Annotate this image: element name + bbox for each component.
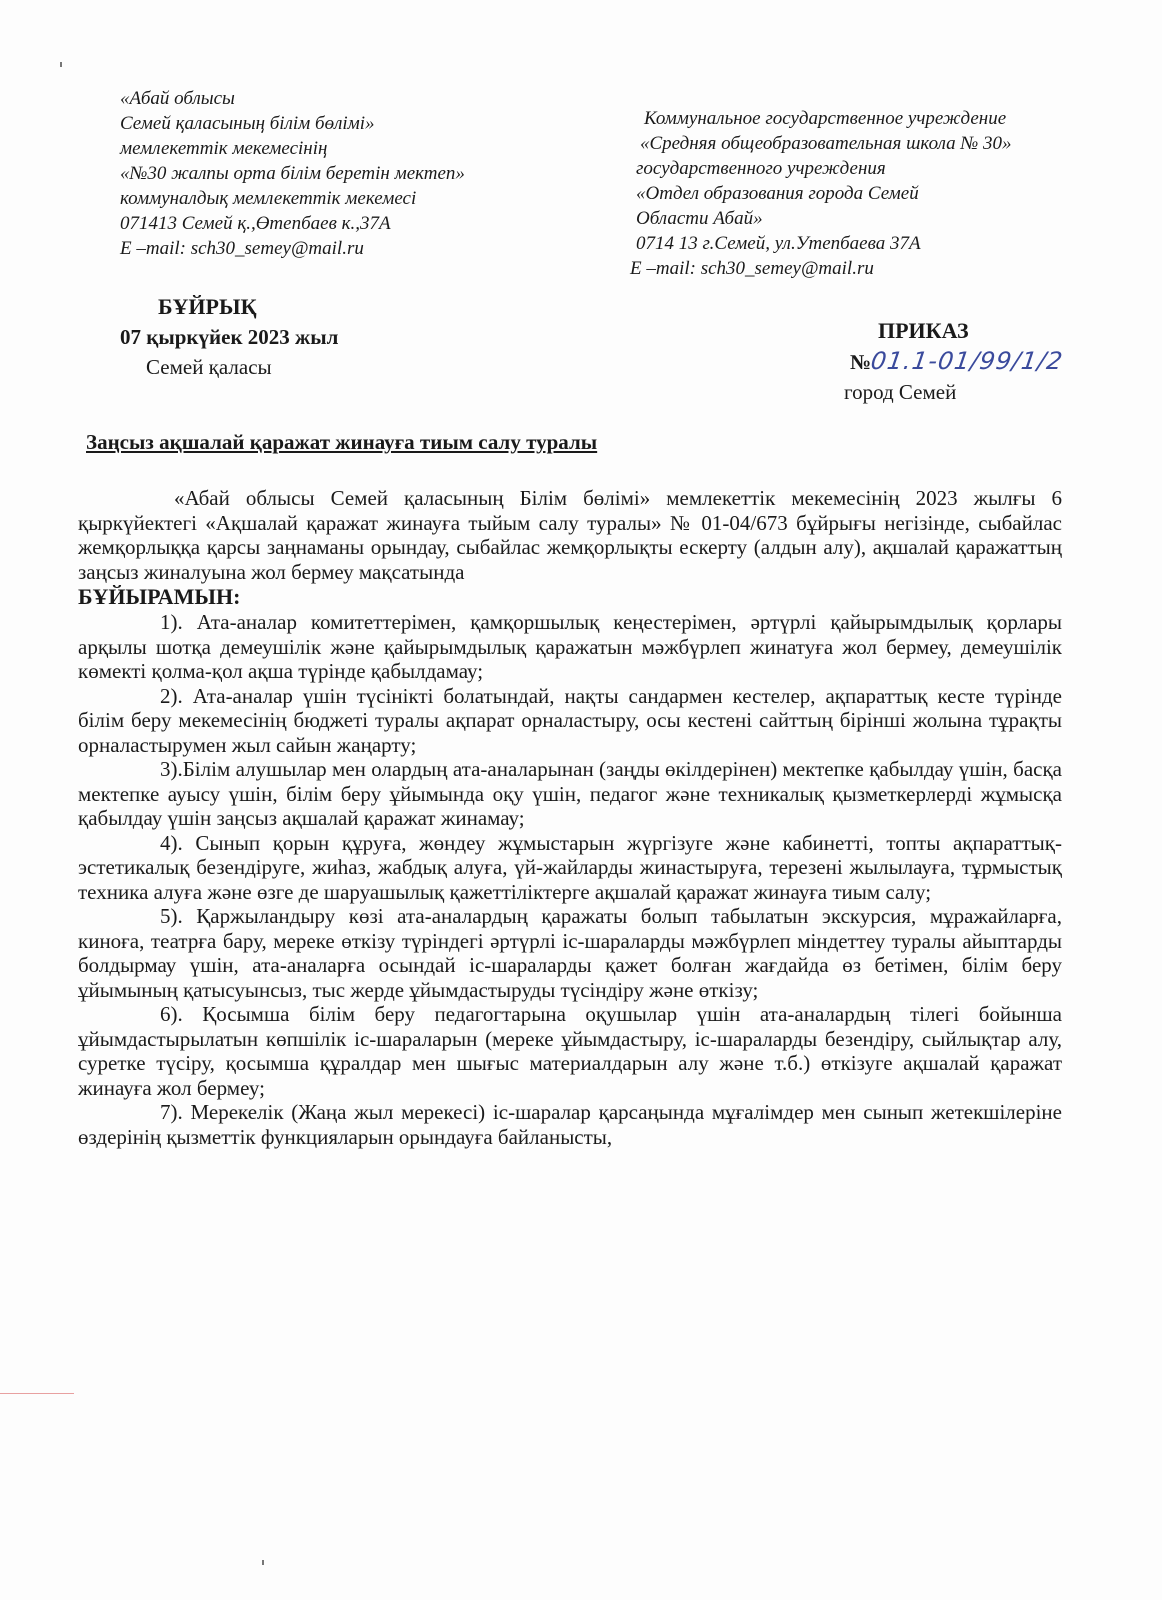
preamble-paragraph: «Абай облысы Семей қаласының Білім бөлімі» мемлекеттік мекемесінің 2023 жылғы 6 қыркүйектегі «Ақшалай қаражат жинауға тыйым салу туралы» № 01-04/673 бұйрығы негізінде, сыбайлас жемқорлыққа қарсы заңнаманы орындау, сыбайлас жемқорлықты ескерту (алдын алу), ақшалай қаражаттың заңсыз жиналуына жол бермеу мақсатында (78, 486, 1062, 584)
command-heading: БҰЙЫРАМЫН: (78, 584, 241, 609)
order-block-kazakh (120, 292, 420, 382)
list-item: 1). Ата-аналар комитеттерімен, қамқоршылық кеңестерімен, әртүрлі қайырымдылық қорлары арқылы шотқа демеушілік және қайырымдылық қаражатын мәжбүрлеп жинатуға жол бермеу, демеушілік көмекті қолма-қол ақша түрінде қабылдамау; (78, 610, 1062, 683)
header-line: «Средняя общеобразовательная школа № 30» (640, 133, 1012, 154)
order-number (850, 346, 1100, 377)
order-title: ПРИКАЗ (878, 318, 969, 343)
header-line: государственного учреждения (636, 158, 886, 179)
header-line: Семей қаласының білім бөлімі» (120, 113, 375, 134)
scan-mark (0, 1393, 74, 1394)
header-russian (630, 106, 1110, 281)
header-line: мемлекеттік мекемесінің (120, 138, 328, 159)
header-line: коммуналдық мемлекеттік мекемесі (120, 188, 417, 209)
list-item: 3).Білім алушылар мен олардың ата-аналарынан (заңды өкілдерінен) мектепке қабылдау үшін, басқа мектепке ауысу үшін, білім беру ұйымында оқу үшін, педагог және техникалық қызметкерлерді жұмысқа қабылдау үшін заңсыз ақшалай қаражат жинамау; (78, 757, 1062, 830)
header-kazakh (120, 86, 560, 261)
header-line: 0714 13 г.Семей, ул.Утепбаева 37А (636, 233, 921, 254)
header-line: Области Абай» (636, 208, 763, 229)
list-item: 6). Қосымша білім беру педагогтарына оқушылар үшін ата-аналардың тілегі бойынша ұйымдастырылатын көпшілік іс-шараларын (мереке ұйымдастыру, іс-шараларды безендіру, сыйлықтар алу, суретке түсіру, қосымша құралдар мен шығыс материалдарын алу және т.б.) өткізуге ақшалай қаражат жинауға жол бермеу; (78, 1002, 1062, 1100)
number-sign: № (850, 350, 872, 374)
list-item: 7). Мерекелік (Жаңа жыл мерекесі) іс-шаралар қарсаңында мұғалімдер мен сынып жетекшілеріне өздерінің қызметтік функцияларын орындауға байланысты, (78, 1100, 1062, 1149)
order-title: БҰЙРЫҚ (158, 294, 257, 319)
order-date: 07 қыркүйек 2023 жыл (120, 325, 339, 349)
document-body (78, 486, 1062, 1149)
scan-speck (262, 1560, 264, 1565)
header-line: «Абай облысы (120, 88, 235, 109)
list-item: 4). Сынып қорын құруға, жөндеу жұмыстарын жүргізуге және кабинетті, топты ақпараттық-эстетикалық безендіруге, жиһаз, жабдық алуға, үй-жайларды жинастыруға, терезені жылылауға, тұрмыстық техника алуға және өзге де шаруашылық қажеттіліктерге ақшалай қаражат жинауға тиым салу; (78, 830, 1062, 904)
order-city: Семей қаласы (146, 355, 272, 379)
order-city: город Семей (844, 380, 957, 404)
header-line: 071413 Семей қ.,Өтепбаев к.,37А (120, 213, 391, 234)
header-email: E –mail: sch30_semey@mail.ru (630, 258, 874, 279)
list-item: 2). Ата-аналар үшін түсінікті болатындай, нақты сандармен кестелер, ақпараттық кесте түрінде білім беру мекемесінің бюджеті туралы ақпарат орналастыру, осы кестені сайттың бірінші жолына тұрақты орналастырумен жыл сайын жаңарту; (78, 683, 1062, 757)
header-line: «Отдел образования города Семей (636, 183, 919, 204)
list-item: 5). Қаржыландыру көзі ата-аналардың қаражаты болып табылатын экскурсия, мұражайларға, киноға, театрға бару, мереке өткізу түріндегі әртүрлі іс-шараларды мәжбүрлеп міндеттеу туралы айыптарды болдырмау үшін, ата-аналарға осындай іс-шараларды қажет болған жағдайда өз бетімен, білім беру ұйымының қатысуынсыз, тыс жерде ұйымдастыруды түсіндіру және өткізу; (78, 904, 1062, 1002)
document-title: Заңсыз ақшалай қаражат жинауға тиым салу туралы (86, 430, 598, 454)
header-line: Коммунальное государственное учреждение (644, 108, 1007, 129)
scan-speck (60, 62, 62, 67)
header-line: «№30 жалпы орта білім беретін мектеп» (120, 163, 465, 184)
header-email: E –mail: sch30_semey@mail.ru (120, 238, 364, 259)
handwritten-number: 01.1-01/99/1/2 (869, 347, 1066, 375)
order-block-russian (844, 316, 1100, 407)
